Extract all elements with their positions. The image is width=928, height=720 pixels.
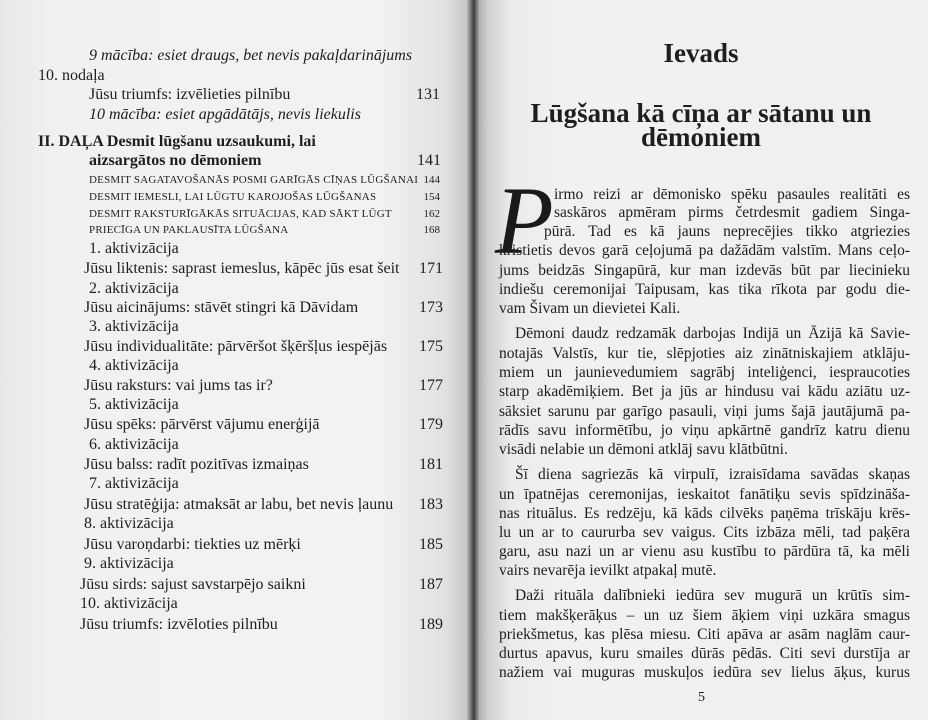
body-line: visādi nelabie un dēmoni atklāj savu klātbūtni. [499,441,788,458]
toc-entry: 8. aktivizācija [84,515,174,532]
toc-entry: Jūsu spēks: pārvērst vājumu enerģijā [84,416,320,433]
toc-page-number: 179 [419,416,443,433]
body-line: sāksiet sarunu par garīgo pasauli, viņi jums šajā jautājumā pa- [499,403,910,420]
body-line: pūrā. Tad es kā jauns neprecējies tikko atgriezies [544,223,910,240]
toc-entry: DESMIT RAKSTURĪGĀKĀS SITUĀCIJAS, KAD SĀKT LŪGT [89,208,392,220]
toc-entry: 1. aktivizācija [89,240,179,257]
body-line: lu un ar to caururba sev vaigus. Cits izbāza mēli, tad paķēra [499,524,910,541]
toc-entry: PRIECĪGA UN PAKLAUSĪTA LŪGŠANA [89,224,289,236]
body-line: nažiem vai muguras muskuļos iedūra sev lielus āķus, kurus [499,664,910,681]
toc-page-number: 187 [419,576,443,593]
body-line: Daži rituāla dalībnieki iedūra sev mugurā un krūtīs sim- [515,587,910,604]
toc-page-number: 168 [423,224,440,236]
chapter-title: Ievads [663,38,739,68]
body-line: saskāros apmēram pirms četrdesmit gadiem Singa- [554,204,910,221]
toc-entry: Jūsu individualitāte: pārvēršot šķēršļus iespējās [84,338,388,355]
toc-page-number: 144 [423,174,440,186]
toc-entry: DESMIT SAGATAVOŠANĀS POSMI GARĪGĀS CĪŅAS LŪGŠANAI [89,174,419,186]
toc-entry: Jūsu triumfs: izvēlieties pilnību [89,86,291,103]
toc-entry: Jūsu varoņdarbi: tiekties uz mērķi [84,536,301,553]
toc-page-number: 141 [417,152,441,169]
toc-entry: 9 mācība: esiet draugs, bet nevis pakaļdarinājums [89,47,413,64]
toc-entry: Jūsu balss: radīt pozitīvas izmaiņas [84,456,309,473]
toc-page-number: 183 [419,496,443,513]
toc-entry: 10. nodaļa [38,67,105,84]
toc-entry: Jūsu liktenis: saprast iemeslus, kāpēc jūs esat šeit [84,260,400,277]
toc-page-number: 173 [419,299,443,316]
body-line: notajās Valstīs, kur tie, slēpjoties aiz zinātniskajiem atklāju- [499,345,910,362]
toc-entry: 2. aktivizācija [89,280,179,297]
toc-entry: aizsargātos no dēmoniem [89,152,262,169]
toc-entry: 5. aktivizācija [89,396,179,413]
toc-entry: 3. aktivizācija [89,318,179,335]
toc-entry: Jūsu triumfs: izvēloties pilnību [80,616,278,633]
body-line: Dēmoni daudz redzamāk darbojas Indijā un Āzijā kā Savie- [515,325,910,342]
toc-page-number: 189 [419,616,443,633]
body-line: irmo reizi ar dēmonisko spēku pasaules realitāti es [554,186,910,203]
toc-entry: 6. aktivizācija [89,436,179,453]
body-line: vairs nevarēja ievilkt atpakaļ mutē. [499,562,717,579]
body-line: kristietis devos garā ceļojumā pa dažādām valstīm. Mans ceļo- [499,242,910,259]
section-title-line-2: dēmoniem [641,122,761,152]
toc-page-number: 177 [419,377,443,394]
body-line: durtus apavus, kuru smailes dūrās pēdās. Citi sevi durstīja ar [499,645,910,662]
toc-page-number: 175 [419,338,443,355]
section-title-line-1: Lūgšana kā cīņa ar sātanu un [530,98,872,128]
toc-entry: DESMIT IEMESLI, LAI LŪGTU KAROJOŠAS LŪGŠANAS [89,191,377,203]
body-line: jums beidzās Singapūrā, kur man izdevās būt par liecinieku [499,262,910,279]
page-number: 5 [698,690,705,705]
toc-entry: Jūsu raksturs: vai jums tas ir? [84,377,273,394]
toc-entry: 10. aktivizācija [80,595,178,612]
toc-page-number: 181 [419,456,443,473]
toc-entry: Jūsu stratēģija: atmaksāt ar labu, bet nevis ļaunu [84,496,394,513]
body-line: un īpatnējas ceremonijas, ieskaitot fanātiķu sevis spīdzināša- [499,486,910,503]
toc-entry: 7. aktivizācija [89,475,179,492]
body-line: priekšmetus, kas plēsa miesu. Citi apāva ar asām naglām caur- [499,626,910,643]
toc-page-number: 185 [419,536,443,553]
body-line: garu, asu nazi un ar vienu asu kustību to pārdūra tā, ka mēli [499,543,910,560]
drop-cap: P [495,167,554,274]
body-line: indiešu ceremonijai Taipusam, kas tika rīkota par godu die- [499,281,910,298]
body-line: starp akadēmiķiem. Bet ja jūs ar hindusu vai kādu aziātu uz- [499,383,910,400]
toc-entry: Jūsu aicinājums: stāvēt stingri kā Dāvidam [84,299,359,316]
toc-entry: 10 mācība: esiet apgādātājs, nevis liekulis [89,106,361,123]
body-line: miem un jaunievedumiem sagrābj inteliģenci, iespraucoties [499,364,910,381]
toc-entry: 4. aktivizācija [89,357,179,374]
toc-page-number: 131 [416,86,440,103]
toc-entry: II. DAĻA Desmit lūgšanu uzsaukumi, lai [38,133,316,150]
toc-entry: 9. aktivizācija [84,555,174,572]
toc-page-number: 162 [423,208,440,220]
toc-page-number: 171 [419,260,443,277]
body-line: vam Šivam un dievietei Kali. [499,300,681,317]
body-line: nas rituālus. Es redzēju, kā kāds cilvēks paņēma trīskāju krēs- [499,505,910,522]
body-line: Šī diena sagriezās kā virpulī, izraisīdama savādas skaņas [515,466,910,483]
toc-entry: Jūsu sirds: sajust savstarpējo saikni [80,576,306,593]
toc-page-number: 154 [423,191,440,203]
body-line: tiem makšķerāķus – un uz šiem āķiem viņi uzkāra smagus [499,607,910,624]
body-line: rādīs savu informētību, jo viņu apkārtnē gandrīz katru dienu [499,422,910,439]
